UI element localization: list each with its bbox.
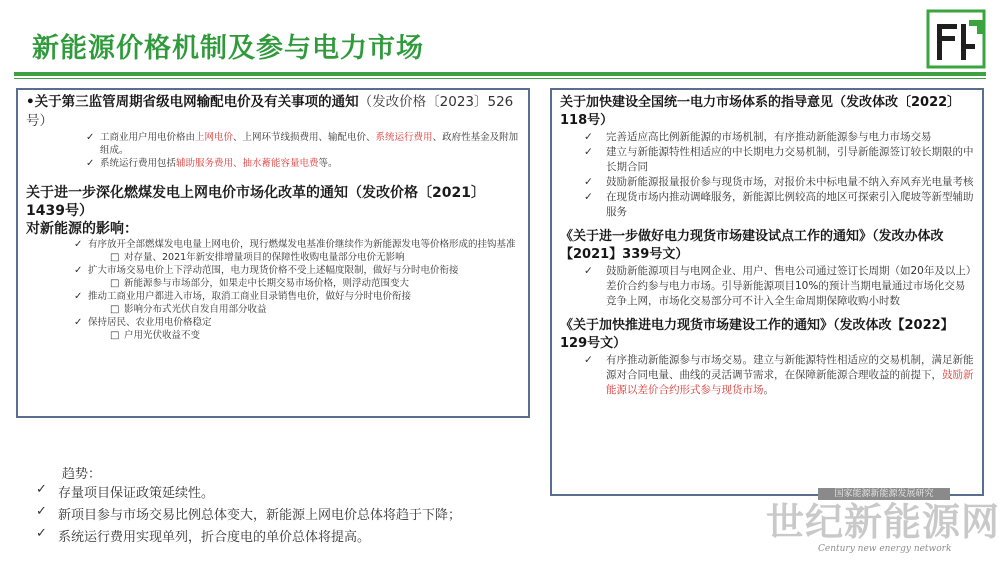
policy-item xyxy=(584,145,974,175)
policy-item xyxy=(584,190,974,220)
item-text-part: 。 xyxy=(763,384,774,396)
square-bullet-icon: □ xyxy=(110,330,120,341)
trend-text: 存量项目保证政策延续性。 xyxy=(58,486,215,501)
item-text-part: 工商业用户用电价格由 xyxy=(100,132,196,143)
check-icon: ✓ xyxy=(36,504,47,519)
impact-text: 扩大市场交易电价上下浮动范围，电力现货价格不受上述幅度限制，做好与分时电价衔接 xyxy=(88,265,459,276)
impact-text: 推动工商业用户都进入市场，取消工商业目录销售电价，做好与分时电价衔接 xyxy=(88,291,412,302)
policy-heading-526 xyxy=(26,93,520,131)
policy-heading-526-number: （发改价格〔2023〕526号） xyxy=(26,94,514,129)
page-title: 新能源价格机制及参与电力市场 xyxy=(32,33,424,64)
impact-item xyxy=(74,264,520,277)
check-icon: ✓ xyxy=(74,239,83,250)
square-bullet-icon: □ xyxy=(110,252,120,263)
check-icon: ✓ xyxy=(584,191,593,203)
impact-subitem xyxy=(110,251,520,264)
item-text-part: 有序推动新能源参与市场交易。建立与新能源特性相适应的交易机制，满足新能源对合同电量、曲线的灵活调节需求，在保障新能源合理收益的前提下， xyxy=(606,354,974,381)
policy-heading: 《关于加快推进电力现货市场建设工作的通知》（发改体改【2022】129号文） xyxy=(560,318,954,351)
right-sections xyxy=(560,94,974,398)
policy-item-text xyxy=(606,354,974,396)
watermark-banner: 国家能源新能源发展研究 xyxy=(818,488,950,500)
policy-item-text: 建立与新能源特性相适应的中长期电力交易机制，引导新能源签订较长期限的中长期合同 xyxy=(606,146,974,173)
trend-item xyxy=(36,526,370,545)
policy-item xyxy=(86,131,520,157)
watermark-subtitle: Century new energy network xyxy=(818,544,952,554)
title-rule xyxy=(14,72,986,76)
square-bullet-icon: □ xyxy=(110,304,120,315)
check-icon: ✓ xyxy=(584,131,593,143)
trend-item xyxy=(36,504,461,523)
item-text-part: 、政府性基金及附加组成。 xyxy=(100,132,519,156)
policy-item-text xyxy=(100,158,338,169)
check-icon: ✓ xyxy=(86,132,95,143)
highlight-text: 鼓励新能源以差价合约形式参与现货市场 xyxy=(606,369,974,396)
policy-item xyxy=(86,157,520,170)
policy-item-text xyxy=(100,132,518,156)
highlight-text: 上网电价 xyxy=(195,132,234,143)
check-icon: ✓ xyxy=(74,317,83,328)
trend-text: 新项目参与市场交易比例总体变大，新能源上网电价总体将趋于下降； xyxy=(58,508,462,523)
title-rule-thin xyxy=(14,78,986,79)
impact-text: 保持居民、农业用电价格稳定 xyxy=(88,317,212,328)
impact-subitem-text: 对存量、2021年新安排增量项目的保障性收购电量部分电价无影响 xyxy=(124,252,405,263)
policy-item-text: 鼓励新能源项目与电网企业、用户、售电公司通过签订长周期（如20年及以上）差价合约参与电力市场。引导新能源项目10%的预计当期电量通过市场化交易竞争上网，市场化交易部分可不计入全生命周期保障收购小时数 xyxy=(606,265,972,307)
item-text-part: 系统运行费用包括 xyxy=(100,158,177,169)
check-icon: ✓ xyxy=(74,265,83,276)
check-icon: ✓ xyxy=(584,146,593,158)
check-icon: ✓ xyxy=(584,265,593,277)
check-icon: ✓ xyxy=(74,291,83,302)
impact-item xyxy=(74,238,520,251)
policy-heading: 《关于进一步做好电力现货市场建设试点工作的通知》（发改办体改【2021】339号文） xyxy=(560,229,944,262)
impact-subitem-text: 新能源参与市场部分，如果走中长期交易市场价格，则浮动范围变大 xyxy=(124,278,410,289)
impact-subitem xyxy=(110,329,520,342)
impact-subitem-text: 户用光伏收益不变 xyxy=(124,330,201,341)
policy-heading-526-title: •关于第三监管周期省级电网输配电价及有关事项的通知 xyxy=(26,94,359,110)
policy-item-text: 完善适应高比例新能源的市场机制，有序推动新能源参与电力市场交易 xyxy=(606,131,932,143)
impact-subitem xyxy=(110,303,520,316)
item-text-part: 、上网环节线损费用、输配电价、 xyxy=(233,132,376,143)
square-bullet-icon: □ xyxy=(110,278,120,289)
check-icon: ✓ xyxy=(36,526,47,541)
impact-text: 有序放开全部燃煤发电电量上网电价，现行燃煤发电基准价继续作为新能源发电等价格形成的挂钩基准 xyxy=(88,239,516,250)
policy-item xyxy=(584,175,974,190)
right-policy-panel xyxy=(550,88,984,496)
policy-item-text: 鼓励新能源报量报价参与现货市场，对报价未中标电量不纳入弃风弃光电量考核 xyxy=(606,176,974,188)
policy-item-text: 在现货市场内推动调峰服务，新能源比例较高的地区可探索引入爬坡等新型辅助服务 xyxy=(606,191,974,218)
company-logo xyxy=(925,8,987,70)
check-icon: ✓ xyxy=(584,354,593,366)
watermark-logo-text: 世纪新能源网 xyxy=(766,500,1000,544)
policy-item xyxy=(584,130,974,145)
trend-text: 系统运行费用实现单列，折合度电的单价总体将提高。 xyxy=(58,530,371,545)
impact-list xyxy=(26,238,520,342)
policy-heading: 关于加快建设全国统一电力市场体系的指导意见（发改体改〔2022〕118号） xyxy=(560,95,961,128)
item-text-part: 等。 xyxy=(318,158,338,169)
policy-item xyxy=(584,264,974,309)
trends-title: 趋势： xyxy=(62,467,102,482)
impact-item xyxy=(74,316,520,329)
check-icon: ✓ xyxy=(86,158,95,169)
check-icon: ✓ xyxy=(584,176,593,188)
policy-heading-1439: 关于进一步深化燃煤发电上网电价市场化改革的通知（发改价格〔2021〕1439号） xyxy=(26,185,485,219)
highlight-text: 辅助服务费用、抽水蓄能容量电费 xyxy=(176,158,319,169)
policy-526-items xyxy=(26,131,520,170)
impact-subitem xyxy=(110,277,520,290)
left-policy-panel xyxy=(16,88,530,418)
highlight-text: 系统运行费用 xyxy=(375,132,433,143)
impact-item xyxy=(74,290,520,303)
check-icon: ✓ xyxy=(36,482,47,497)
trend-item xyxy=(36,482,214,501)
impact-subitem-text: 影响分布式光伏自发自用部分收益 xyxy=(124,304,267,315)
policy-item xyxy=(584,353,974,398)
impact-heading: 对新能源的影响： xyxy=(26,221,138,237)
